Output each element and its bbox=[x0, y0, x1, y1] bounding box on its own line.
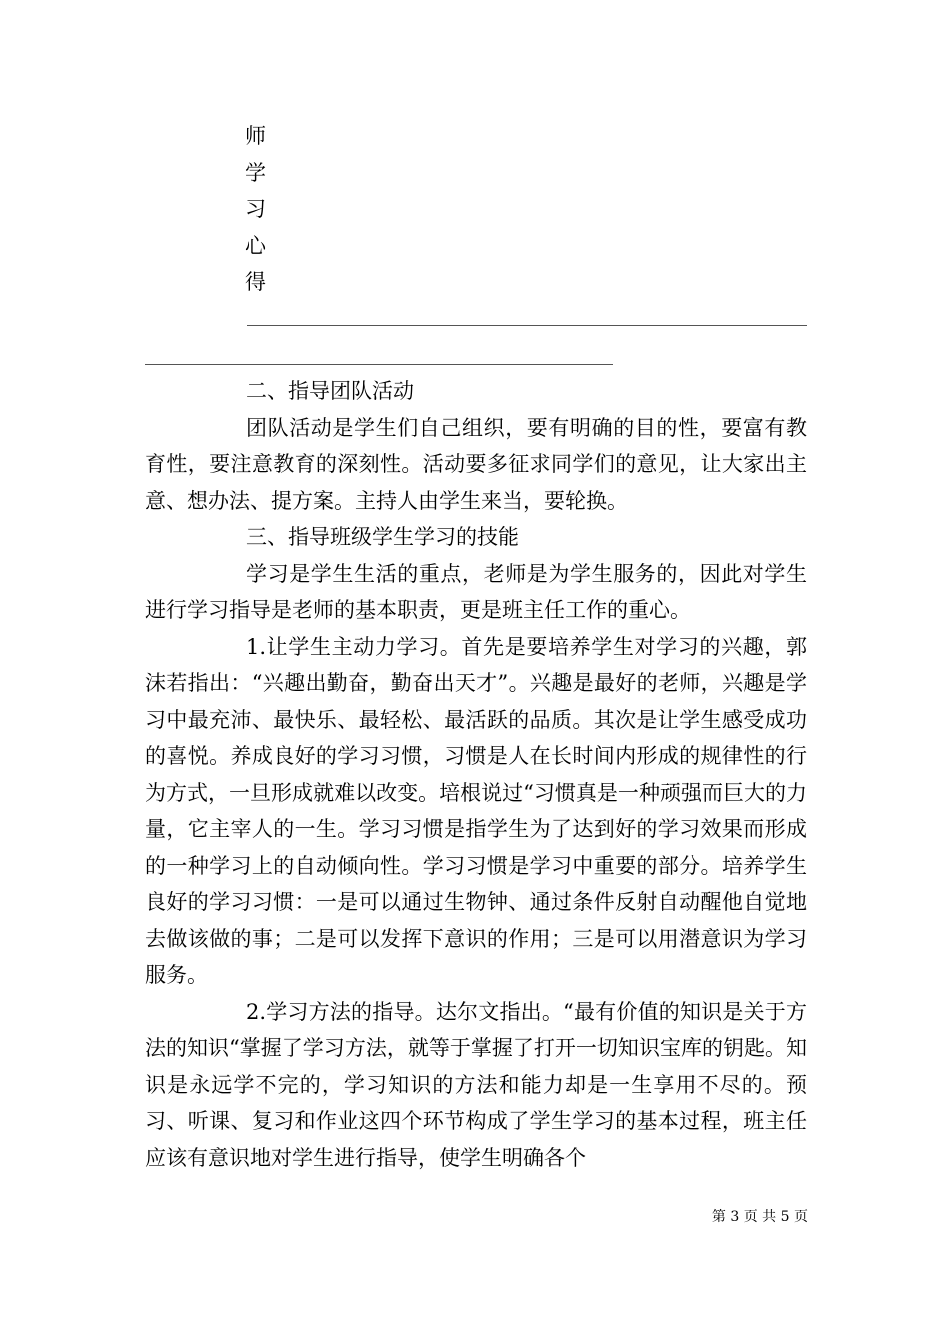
section-heading: 二、指导团队活动 bbox=[246, 379, 414, 403]
title-char: 得 bbox=[245, 270, 266, 294]
page-footer: 第 3 页 共 5 页 bbox=[711, 1209, 808, 1225]
body-paragraph: 团队活动是学生们自己组织，要有明确的目的性，要富有教育性，要注意教育的深刻性。活动要多征求同学们的意见，让大家出主意、想办法、提方案。主持人由学生来当，要轮换。 bbox=[145, 415, 807, 513]
title-underline-continued bbox=[145, 364, 613, 365]
section-heading: 三、指导班级学生学习的技能 bbox=[246, 525, 519, 549]
title-char: 习 bbox=[245, 197, 266, 221]
body-paragraph: 2.学习方法的指导。达尔文指出。“最有价值的知识是关于方法的知识“掌握了学习方法，就等于掌握了打开一切知识宝库的钥匙。知识是永远学不完的，学习知识的方法和能力却是一生享用不尽的。预习、听课、复习和作业这四个环节构成了学生学习的基本过程，班主任应该有意识地对学生进行指导，使学生明确各个 bbox=[145, 999, 807, 1170]
title-underline bbox=[247, 325, 807, 326]
document-body bbox=[145, 373, 807, 1176]
title-char: 心 bbox=[245, 233, 266, 258]
body-paragraph: 学习是学生生活的重点，老师是为学生服务的，因此对学生进行学习指导是老师的基本职责，更是班主任工作的重心。 bbox=[145, 561, 807, 622]
title-char: 学 bbox=[245, 160, 266, 185]
vertical-title-fragment bbox=[245, 118, 275, 301]
title-char: 师 bbox=[245, 124, 266, 148]
body-paragraph: 1.让学生主动力学习。首先是要培养学生对学习的兴趣，郭沫若指出：“兴趣出勤奋，勤奋出天才”。兴趣是最好的老师，兴趣是学习中最充沛、最快乐、最轻松、最活跃的品质。其次是让学生感受成功的喜悦。养成良好的学习习惯，习惯是人在长时间内形成的规律性的行为方式，一旦形成就难以改变。培根说过“习惯真是一种顽强而巨大的力量，它主宰人的一生。学习习惯是指学生为了达到好的学习效果而形成的一种学习上的自动倾向性。学习习惯是学习中重要的部分。培养学生良好的学习习惯：一是可以通过生物钟、通过条件反射自动醒他自觉地去做该做的事；二是可以发挥下意识的作用；三是可以用潜意识为学习服务。 bbox=[145, 634, 807, 987]
